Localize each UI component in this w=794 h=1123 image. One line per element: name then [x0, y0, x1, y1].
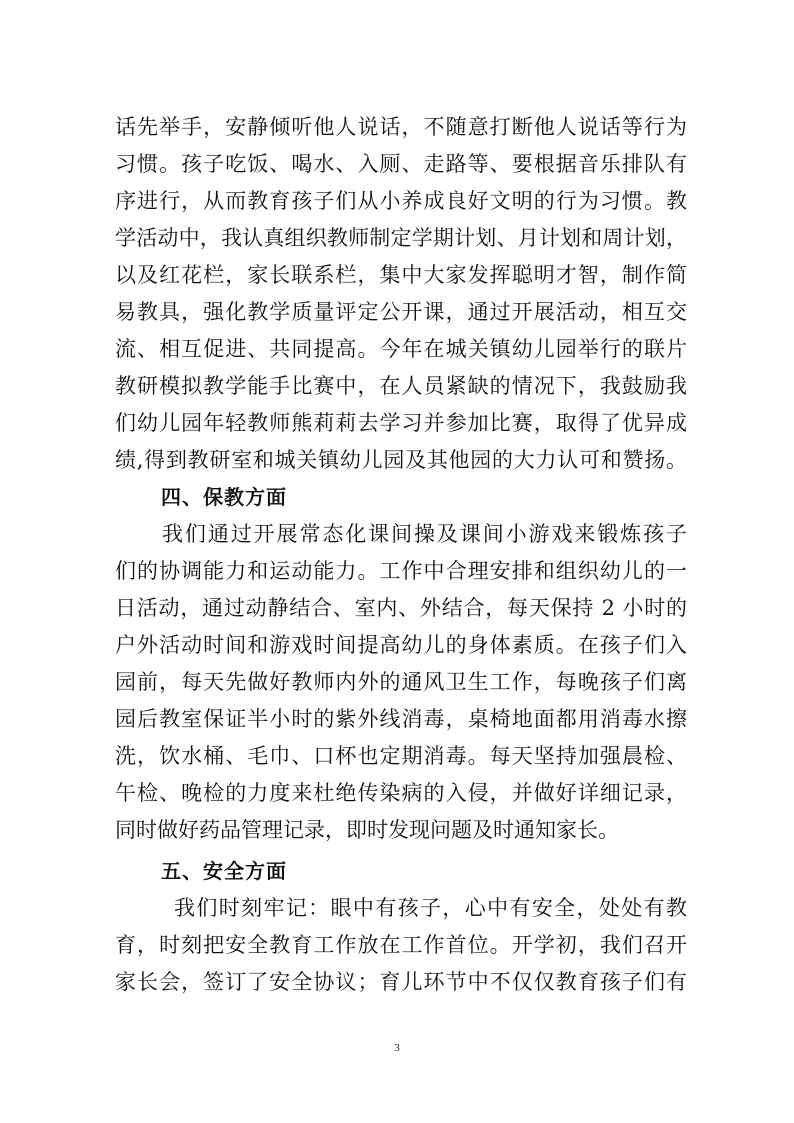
text-line: 日活动，通过动静结合、室内、外结合，每天保持 2 小时的: [115, 596, 687, 620]
text-line: 园后教室保证半小时的紫外线消毒，桌椅地面都用消毒水擦: [115, 707, 687, 731]
text-line: 话先举手，安静倾听他人说话，不随意打断他人说话等行为: [115, 115, 687, 139]
text-line: 洗，饮水桶、毛巾、口杯也定期消毒。每天坚持加强晨检、: [115, 744, 687, 768]
text-line: 绩,得到教研室和城关镇幼儿园及其他园的大力认可和赞扬。: [115, 448, 687, 472]
text-line: 育，时刻把安全教育工作放在工作首位。开学初，我们召开: [115, 933, 687, 957]
text-line: 们的协调能力和运动能力。工作中合理安排和组织幼儿的一: [115, 559, 687, 583]
text-line: 流、相互促进、共同提高。今年在城关镇幼儿园举行的联片: [115, 337, 687, 361]
text-line: 我们时刻牢记：眼中有孩子，心中有安全，处处有教: [174, 896, 687, 920]
text-line: 以及红花栏，家长联系栏，集中大家发挥聪明才智，制作简: [115, 263, 687, 287]
text-line: 易教具，强化教学质量评定公开课，通过开展活动，相互交: [115, 300, 687, 324]
text-line: 学活动中，我认真组织教师制定学期计划、月计划和周计划，: [115, 226, 687, 250]
text-line: 序进行，从而教育孩子们从小养成良好文明的行为习惯。教: [115, 189, 687, 213]
text-line: 午检、晚检的力度来杜绝传染病的入侵，并做好详细记录，: [115, 781, 687, 805]
text-line: 园前，每天先做好教师内外的通风卫生工作，每晚孩子们离: [115, 670, 687, 694]
page-number: 3: [394, 1042, 400, 1054]
text-line: 们幼儿园年轻教师熊莉莉去学习并参加比赛，取得了优异成: [115, 411, 687, 435]
text-line: 同时做好药品管理记录，即时发现问题及时通知家长。: [115, 818, 619, 842]
text-line: 我们通过开展常态化课间操及课间小游戏来锻炼孩子: [162, 522, 687, 546]
section-heading: 五、安全方面: [161, 859, 287, 883]
text-line: 户外活动时间和游戏时间提高幼儿的身体素质。在孩子们入: [115, 633, 687, 657]
text-line: 教研模拟教学能手比赛中，在人员紧缺的情况下，我鼓励我: [115, 374, 687, 398]
text-line: 习惯。孩子吃饭、喝水、入厕、走路等、要根据音乐排队有: [115, 152, 687, 176]
text-line: 家长会，签订了安全协议；育儿环节中不仅仅教育孩子们有: [115, 970, 687, 994]
section-heading: 四、保教方面: [161, 485, 287, 509]
